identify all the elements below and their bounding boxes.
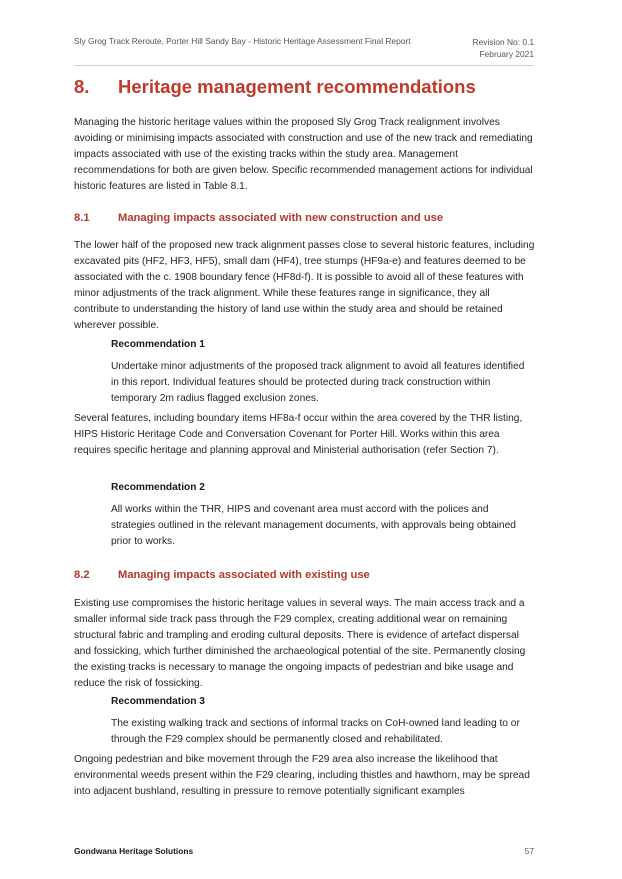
subsection-heading-8-1 <box>74 212 443 224</box>
header-title: Sly Grog Track Reroute, Porter Hill Sandy Bay - Historic Heritage Assessment Final Report <box>74 36 411 46</box>
recommendation-1-text: Undertake minor adjustments of the proposed track alignment to avoid all features identified in this report. Individual features should be protected during track construction within temporary 2m radius flagged exclusion zones. <box>111 361 525 404</box>
subsection-title: Managing impacts associated with existing use <box>118 569 370 581</box>
footer-company: Gondwana Heritage Solutions <box>74 846 194 856</box>
recommendation-2-title: Recommendation 2 <box>111 482 205 493</box>
section-intro: Managing the historic heritage values within the proposed Sly Grog Track realignment involves avoiding or minimising impacts associated with construction and use of the new track and remediating impacts associated with use of the existing tracks within the study area. Management recommendations for both are given below. Specific recommended management actions for individual historic features are listed in Table 8.1. <box>74 117 533 192</box>
header-revision: Revision No: 0.1 <box>472 37 534 47</box>
subsection-number: 8.2 <box>74 569 90 581</box>
paragraph: Several features, including boundary items HF8a-f occur within the area covered by the THR listing, HIPS Historic Heritage Code and Conversation Covenant for Porter Hill. Works within this area requires specific heritage and planning approval and Ministerial authorisation (refer Section 7). <box>74 413 523 456</box>
section-number: 8. <box>74 76 90 97</box>
paragraph: Existing use compromises the historic heritage values in several ways. The main access track and a smaller informal side track pass through the F29 complex, creating additional wear on remaining structural fabric and trampling and eroding cultural deposits. There is evidence of artefact dispersal and fossicking, which further diminished the archaeological potential of the site. Permanently closing the existing tracks is necessary to manage the ongoing impacts of pedestrian and bike usage and reduce the risk of fossicking. <box>74 598 526 689</box>
recommendation-3-text: The existing walking track and sections of informal tracks on CoH-owned land leading to or through the F29 complex should be permanently closed and rehabilitated. <box>111 718 520 745</box>
subsection-number: 8.1 <box>74 212 90 224</box>
subsection-heading-8-2 <box>74 569 370 581</box>
header-revision-block <box>473 36 534 60</box>
section-heading <box>74 76 476 98</box>
header-date: February 2021 <box>479 49 534 59</box>
recommendation-3-title: Recommendation 3 <box>111 696 205 707</box>
section-title: Heritage management recommendations <box>118 76 476 97</box>
page-number: 57 <box>524 846 534 856</box>
recommendation-2-text: All works within the THR, HIPS and covenant area must accord with the polices and strategies outlined in the relevant management documents, with approvals being obtained prior to works. <box>111 504 516 547</box>
subsection-title: Managing impacts associated with new construction and use <box>118 212 444 224</box>
header-divider <box>74 65 534 66</box>
paragraph: Ongoing pedestrian and bike movement through the F29 area also increase the likelihood that environmental weeds present within the F29 clearing, including thistles and hawthorn, may be spread into adjacent bushland, resulting in pressure to remove potentially significant examples <box>74 754 530 797</box>
recommendation-1-title: Recommendation 1 <box>111 339 205 350</box>
paragraph: The lower half of the proposed new track alignment passes close to several historic features, including excavated pits (HF2, HF3, HF5), small dam (HF4), tree stumps (HF9a-e) and features deemed to be associated with the c. 1908 boundary fence (HF8d-f). It is possible to avoid all of these features with minor adjustments of the track alignment. While these features range in significance, they all contribute to understanding the history of land use within the study area and should be retained wherever possible. <box>74 240 535 331</box>
